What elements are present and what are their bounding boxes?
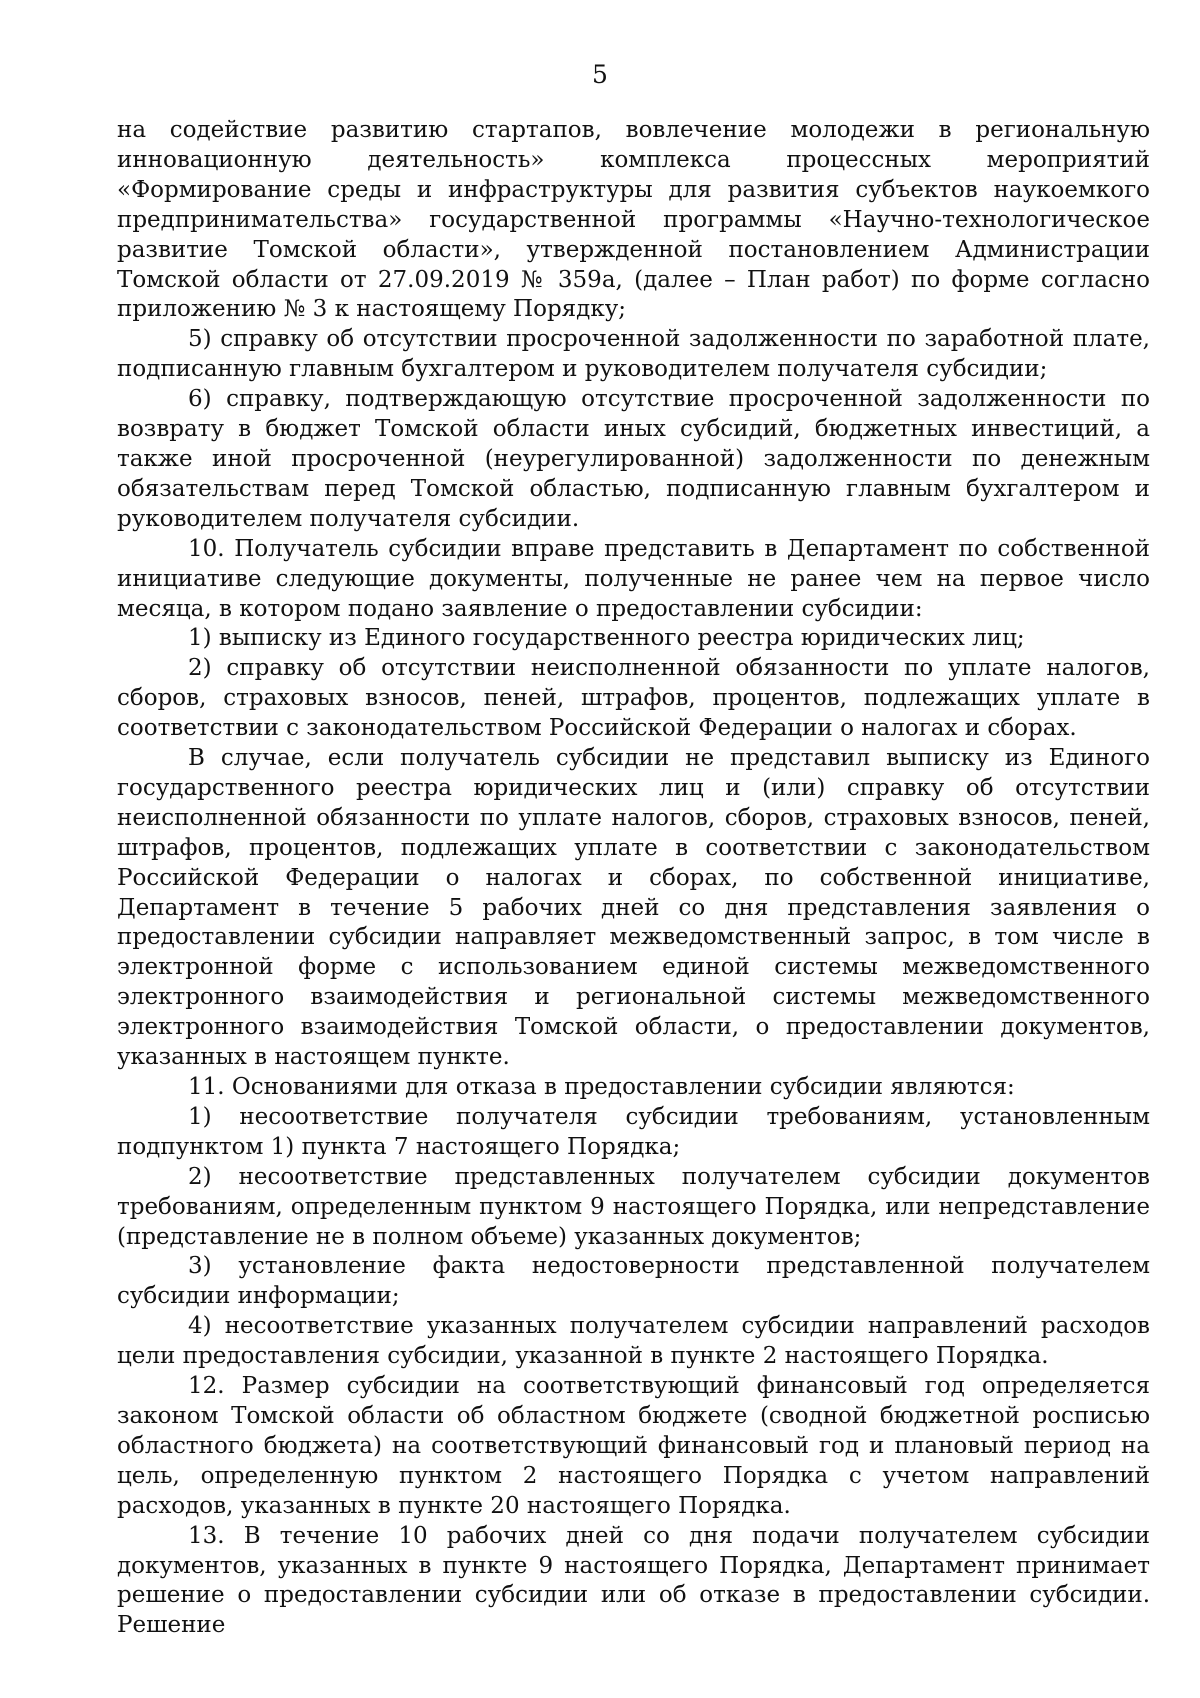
page-number: 5 [592,60,608,89]
paragraph-continuation: на содействие развитию стартапов, вовлечение молодежи в региональную инновационную деятельность» комплекса процессных мероприятий «Формирование среды и инфраструктуры для развития субъектов наукоемкого предпринимательства» государственной программы «Научно-технологическое развитие Томской области», утвержденной постановлением Администрации Томской области от 27.09.2019 № 359а, (далее – План работ) по форме согласно приложению № 3 к настоящему Порядку; [117,117,1150,323]
paragraph-clause-11-item-3: 3) установление факта недостоверности представленной получателем субсидии информации; [117,1253,1150,1310]
paragraph-clause-11-item-4: 4) несоответствие указанных получателем субсидии направлений расходов цели предоставления субсидии, указанной в пункте 2 настоящего Порядка. [117,1313,1150,1370]
paragraph-clause-12: 12. Размер субсидии на соответствующий финансовый год определяется законом Томской области об областном бюджете (сводной бюджетной росписью областного бюджета) на соответствующий финансовый год и плановый период на цель, определенную пунктом 2 настоящего Порядка с учетом направлений расходов, указанных в пункте 20 настоящего Порядка. [117,1373,1150,1519]
paragraph-clause-10-item-2: 2) справку об отсутствии неисполненной обязанности по уплате налогов, сборов, страховых взносов, пеней, штрафов, процентов, подлежащих уплате в соответствии с законодательством Российской Федерации о налогах и сборах. [117,655,1150,742]
document-body [117,116,1150,1641]
paragraph-clause-10: 10. Получатель субсидии вправе представить в Департамент по собственной инициативе следующие документы, полученные не ранее чем на первое число месяца, в котором подано заявление о предоставлении субсидии: [117,535,1150,622]
paragraph-item-6: 6) справку, подтверждающую отсутствие просроченной задолженности по возврату в бюджет Томской области иных субсидий, бюджетных инвестиций, а также иной просроченной (неурегулированной) задолженности по денежным обязательствам перед Томской областью, подписанную главным бухгалтером и руководителем получателя субсидии. [117,386,1150,532]
paragraph-clause-11: 11. Основаниями для отказа в предоставлении субсидии являются: [188,1074,1015,1100]
paragraph-clause-10-item-1: 1) выписку из Единого государственного реестра юридических лиц; [188,625,1025,652]
paragraph-clause-11-item-2: 2) несоответствие представленных получателем субсидии документов требованиям, определенным пунктом 9 настоящего Порядка, или непредставление (представление не в полном объеме) указанных документов; [117,1163,1150,1250]
paragraph-clause-10-note: В случае, если получатель субсидии не представил выписку из Единого государственного реестра юридических лиц и (или) справку об отсутствии неисполненной обязанности по уплате налогов, сборов, страховых взносов, пеней, штрафов, процентов, подлежащих уплате в соответствии с законодательством Российской Федерации о налогах и сборах, по собственной инициативе, Департамент в течение 5 рабочих дней со дня представления заявления о предоставлении субсидии направляет межведомственный запрос, в том числе в электронной форме с использованием единой системы межведомственного электронного взаимодействия и региональной системы межведомственного электронного взаимодействия Томской области, о предоставлении документов, указанных в настоящем пункте. [117,745,1150,1071]
paragraph-clause-13: 13. В течение 10 рабочих дней со дня подачи получателем субсидии документов, указанных в пункте 9 настоящего Порядка, Департамент принимает решение о предоставлении субсидии или об отказе в предоставлении субсидии. Решение [117,1522,1150,1639]
paragraph-item-5: 5) справку об отсутствии просроченной задолженности по заработной плате, подписанную главным бухгалтером и руководителем получателя субсидии; [117,326,1150,383]
paragraph-clause-11-item-1: 1) несоответствие получателя субсидии требованиям, установленным подпунктом 1) пункта 7 настоящего Порядка; [117,1103,1150,1160]
